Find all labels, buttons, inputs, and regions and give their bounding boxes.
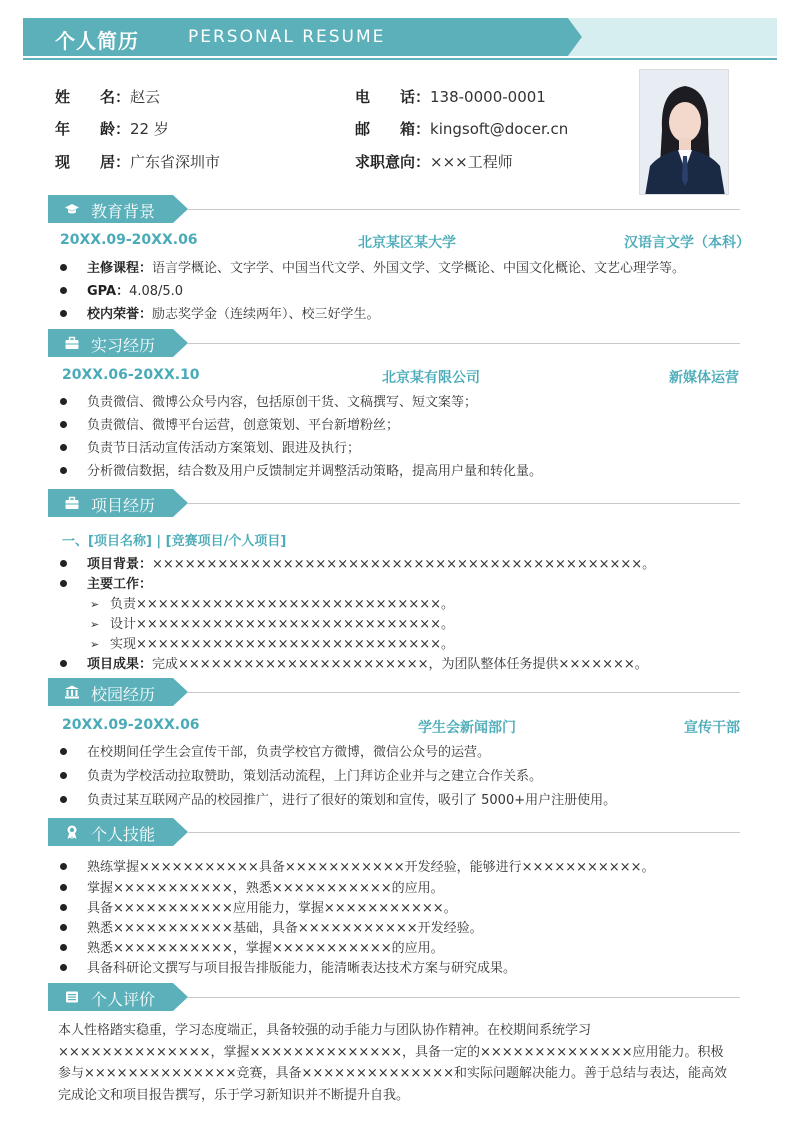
bullet-dot xyxy=(60,748,67,755)
age-row xyxy=(55,118,169,139)
age-value: 22 岁 xyxy=(130,120,169,138)
project-result xyxy=(60,653,648,672)
internship-role: 新媒体运营 xyxy=(669,370,739,386)
resume-banner xyxy=(23,18,777,56)
resume-title: 个人简历 xyxy=(55,29,139,53)
skill-item xyxy=(60,917,483,936)
section-divider xyxy=(188,997,740,998)
section-title: 个人评价 xyxy=(91,990,156,1009)
email-label: 邮 箱： xyxy=(355,120,431,138)
item-text: 负责节日活动宣传活动方案策划、跟进及执行； xyxy=(87,441,361,456)
item-text: 负责××××××××××××××××××××××××××××。 xyxy=(110,597,454,612)
item-label: 项目成果： xyxy=(87,657,153,672)
campus-period: 20XX.09-20XX.06 xyxy=(62,717,200,733)
internship-item xyxy=(60,391,477,410)
bullet-dot xyxy=(60,580,67,587)
bullet-dot xyxy=(60,884,67,891)
item-label: 校内荣誉： xyxy=(87,307,153,322)
section-education-header xyxy=(48,195,740,223)
item-text: 分析微信数据，结合数及用户反馈制定并调整活动策略，提高用户量和转化量。 xyxy=(87,464,543,479)
name-value: 赵云 xyxy=(130,88,161,106)
residence-row xyxy=(55,151,220,172)
item-text: 完成×××××××××××××××××××××××，为团队整体任务提供×××××××。 xyxy=(152,657,648,672)
section-title: 校园经历 xyxy=(91,685,156,704)
section-campus-header xyxy=(48,678,740,706)
section-divider xyxy=(188,503,740,504)
bullet-dot xyxy=(60,796,67,803)
item-text: 掌握×××××××××××，熟悉×××××××××××的应用。 xyxy=(87,881,444,896)
document-list-icon xyxy=(64,989,80,1005)
section-divider xyxy=(188,209,740,210)
briefcase-icon xyxy=(64,335,80,351)
bullet-dot xyxy=(60,964,67,971)
item-text: 负责微信、微博公众号内容，包括原创干货、文稿撰写、短文案等； xyxy=(87,395,478,410)
skill-item xyxy=(60,897,457,916)
skill-item xyxy=(60,877,444,896)
section-divider xyxy=(188,832,740,833)
education-major: 汉语言文学（本科） xyxy=(624,235,750,251)
section-title: 教育背景 xyxy=(91,202,156,221)
item-text: 熟悉×××××××××××基础，具备×××××××××××开发经验。 xyxy=(87,921,483,936)
section-skills-header xyxy=(48,818,740,846)
award-ribbon-icon xyxy=(64,824,80,840)
internship-company: 北京某有限公司 xyxy=(382,370,480,386)
internship-period: 20XX.06-20XX.10 xyxy=(62,367,200,383)
name-label: 姓 名： xyxy=(55,88,131,106)
education-item xyxy=(60,280,183,299)
arrow-bullet-icon: ➢ xyxy=(90,638,100,651)
phone-value: 138-0000-0001 xyxy=(430,88,546,106)
item-text: 负责为学校活动拉取赞助，策划活动流程，上门拜访企业并与之建立合作关系。 xyxy=(87,769,543,784)
bullet-dot xyxy=(60,924,67,931)
project-work-item xyxy=(90,593,454,612)
phone-row xyxy=(355,86,546,107)
banner-light-block xyxy=(568,18,777,56)
project-work xyxy=(60,573,152,592)
campus-item xyxy=(60,765,542,784)
bullet-dot xyxy=(60,660,67,667)
building-icon xyxy=(64,684,80,700)
bullet-dot xyxy=(60,944,67,951)
education-school: 北京某区某大学 xyxy=(358,235,456,251)
bullet-dot xyxy=(60,863,67,870)
item-text: 熟悉×××××××××××，掌握×××××××××××的应用。 xyxy=(87,941,444,956)
briefcase-icon xyxy=(64,495,80,511)
bullet-dot xyxy=(60,467,67,474)
education-item xyxy=(60,303,380,322)
internship-item xyxy=(60,437,360,456)
item-text: ×××××××××××××××××××××××××××××××××××××××××××××。 xyxy=(152,557,656,572)
email-row xyxy=(355,118,568,139)
internship-item xyxy=(60,414,399,433)
item-text: 励志奖学金（连续两年）、校三好学生。 xyxy=(152,307,380,322)
profile-photo xyxy=(639,69,729,195)
item-text: 在校期间任学生会宣传干部，负责学校官方微博，微信公众号的运营。 xyxy=(87,745,491,760)
project-work-item xyxy=(90,613,454,632)
residence-label: 现 居： xyxy=(55,153,131,171)
banner-underline xyxy=(23,58,777,60)
intent-label: 求职意向： xyxy=(355,153,431,171)
section-divider xyxy=(188,343,740,344)
arrow-bullet-icon: ➢ xyxy=(90,598,100,611)
bullet-dot xyxy=(60,772,67,779)
item-label: 主修课程： xyxy=(87,261,153,276)
section-title: 项目经历 xyxy=(91,496,156,515)
campus-role: 宣传干部 xyxy=(684,720,740,736)
project-background xyxy=(60,553,655,572)
item-label: 项目背景： xyxy=(87,557,153,572)
campus-org: 学生会新闻部门 xyxy=(418,720,516,736)
section-evaluation-header xyxy=(48,983,740,1011)
evaluation-paragraph: 本人性格踏实稳重，学习态度端正，具备较强的动手能力与团队协作精神。在校期间系统学习××××××××××××××，掌握××××××××××××××，具备一定的××××××××××××××应用能力。积极参与××××××××××××××竞赛，具备××××××××××××××和实际问题解决能力。善于总结与表达，能高效完成论文和项目报告撰写，乐于学习新知识并不断提升自我。 xyxy=(58,1023,727,1103)
email-value: kingsoft@docer.cn xyxy=(430,120,569,138)
resume-subtitle: PERSONAL RESUME xyxy=(188,27,386,47)
section-title: 个人技能 xyxy=(91,825,156,844)
bullet-dot xyxy=(60,287,67,294)
project-heading: 一、[项目名称] | [竞赛项目/个人项目] xyxy=(62,534,287,549)
name-row xyxy=(55,86,160,107)
intent-row xyxy=(355,151,513,172)
residence-value: 广东省深圳市 xyxy=(130,153,221,171)
section-divider xyxy=(188,692,740,693)
skill-item xyxy=(60,957,516,976)
campus-item xyxy=(60,741,490,760)
item-text: 实现××××××××××××××××××××××××××××。 xyxy=(110,637,454,652)
item-text: 负责过某互联网产品的校园推广，进行了很好的策划和宣传，吸引了 5000+用户注册使用。 xyxy=(87,793,617,808)
item-label: GPA： xyxy=(87,284,130,299)
section-title: 实习经历 xyxy=(91,336,156,355)
internship-item xyxy=(60,460,542,479)
bullet-dot xyxy=(60,398,67,405)
phone-label: 电 话： xyxy=(355,88,431,106)
campus-item xyxy=(60,789,616,808)
item-text: 设计××××××××××××××××××××××××××××。 xyxy=(110,617,454,632)
age-label: 年 龄： xyxy=(55,120,131,138)
item-text: 熟练掌握×××××××××××具备×××××××××××开发经验，能够进行×××××××××××。 xyxy=(87,860,655,875)
graduation-cap-icon xyxy=(64,201,80,217)
section-project-header xyxy=(48,489,740,517)
bullet-dot xyxy=(60,904,67,911)
item-text: 4.08/5.0 xyxy=(129,284,184,299)
item-text: 具备科研论文撰写与项目报告排版能力，能清晰表达技术方案与研究成果。 xyxy=(87,961,517,976)
bullet-dot xyxy=(60,264,67,271)
education-item xyxy=(60,257,685,276)
bullet-dot xyxy=(60,444,67,451)
skill-item xyxy=(60,856,654,875)
project-work-item xyxy=(90,633,454,652)
item-text: 负责微信、微博平台运营，创意策划、平台新增粉丝； xyxy=(87,418,400,433)
item-text: 语言学概论、文字学、中国当代文学、外国文学、文学概论、中国文化概论、文艺心理学等。 xyxy=(152,261,686,276)
intent-value: ×××工程师 xyxy=(430,153,513,171)
bullet-dot xyxy=(60,421,67,428)
section-internship-header xyxy=(48,329,740,357)
education-period: 20XX.09-20XX.06 xyxy=(60,232,198,248)
bullet-dot xyxy=(60,310,67,317)
item-label: 主要工作： xyxy=(87,577,153,592)
bullet-dot xyxy=(60,560,67,567)
skill-item xyxy=(60,937,444,956)
item-text: 具备×××××××××××应用能力，掌握×××××××××××。 xyxy=(87,901,457,916)
arrow-bullet-icon: ➢ xyxy=(90,618,100,631)
